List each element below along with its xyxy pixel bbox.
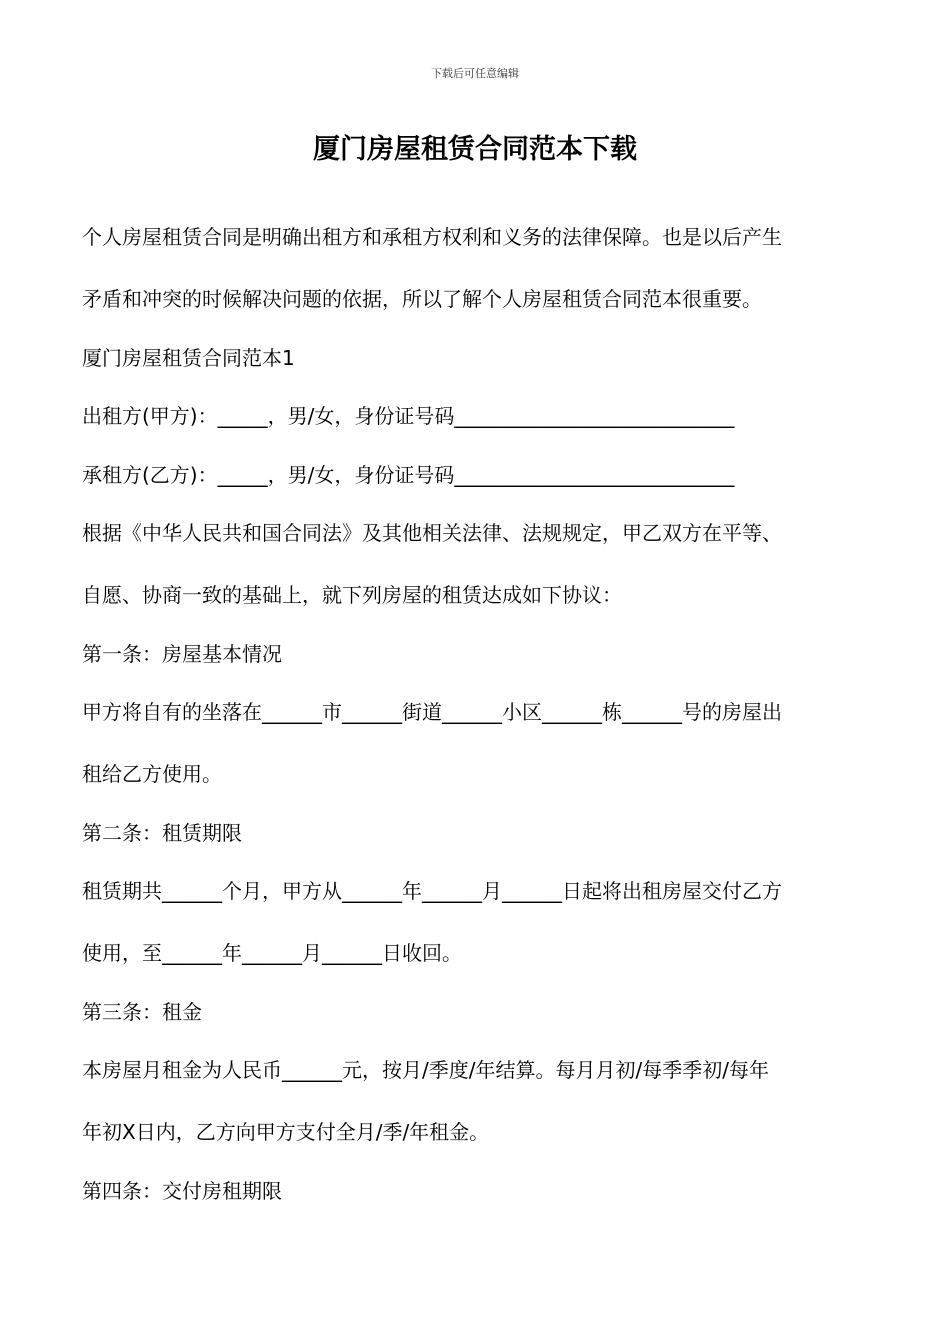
lessor-line: 出租方(甲方)：_____，男/女，身份证号码____________________________ [82,404,735,428]
section-heading-sample-1: 厦门房屋租赁合同范本1 [82,346,295,370]
article-3-text-line-1: 本房屋月租金为人民币______元，按月/季度/年结算。每月月初/每季季初/每年 [82,1058,769,1082]
article-2-heading: 第二条：租赁期限 [82,821,242,845]
preamble-line-2: 自愿、协商一致的基础上，就下列房屋的租赁达成如下协议： [82,583,622,607]
lessee-line: 承租方(乙方)：_____，男/女，身份证号码____________________________ [82,463,735,487]
article-2-text-line-2: 使用，至______年______月______日收回。 [82,941,462,965]
article-4-heading: 第四条：交付房租期限 [82,1179,282,1203]
article-3-text-line-2: 年初X日内，乙方向甲方支付全月/季/年租金。 [82,1120,490,1144]
header-note: 下载后可任意编辑 [431,67,519,80]
intro-paragraph-line-1: 个人房屋租赁合同是明确出租方和承租方权利和义务的法律保障。也是以后产生 [82,225,782,249]
article-3-heading: 第三条：租金 [82,1000,202,1024]
document-title: 厦门房屋租赁合同范本下载 [313,134,637,165]
article-2-text-line-1: 租赁期共______个月，甲方从______年______月______日起将出租房屋交付乙方 [82,879,782,903]
article-1-text-line-1: 甲方将自有的坐落在______市______街道______小区______栋______号的房屋出 [82,700,782,724]
article-1-heading: 第一条：房屋基本情况 [82,642,282,666]
preamble-line-1: 根据《中华人民共和国合同法》及其他相关法律、法规规定，甲乙双方在平等、 [82,521,782,545]
intro-paragraph-line-2: 矛盾和冲突的时候解决问题的依据，所以了解个人房屋租赁合同范本很重要。 [82,287,762,311]
article-1-text-line-2: 租给乙方使用。 [82,762,222,786]
